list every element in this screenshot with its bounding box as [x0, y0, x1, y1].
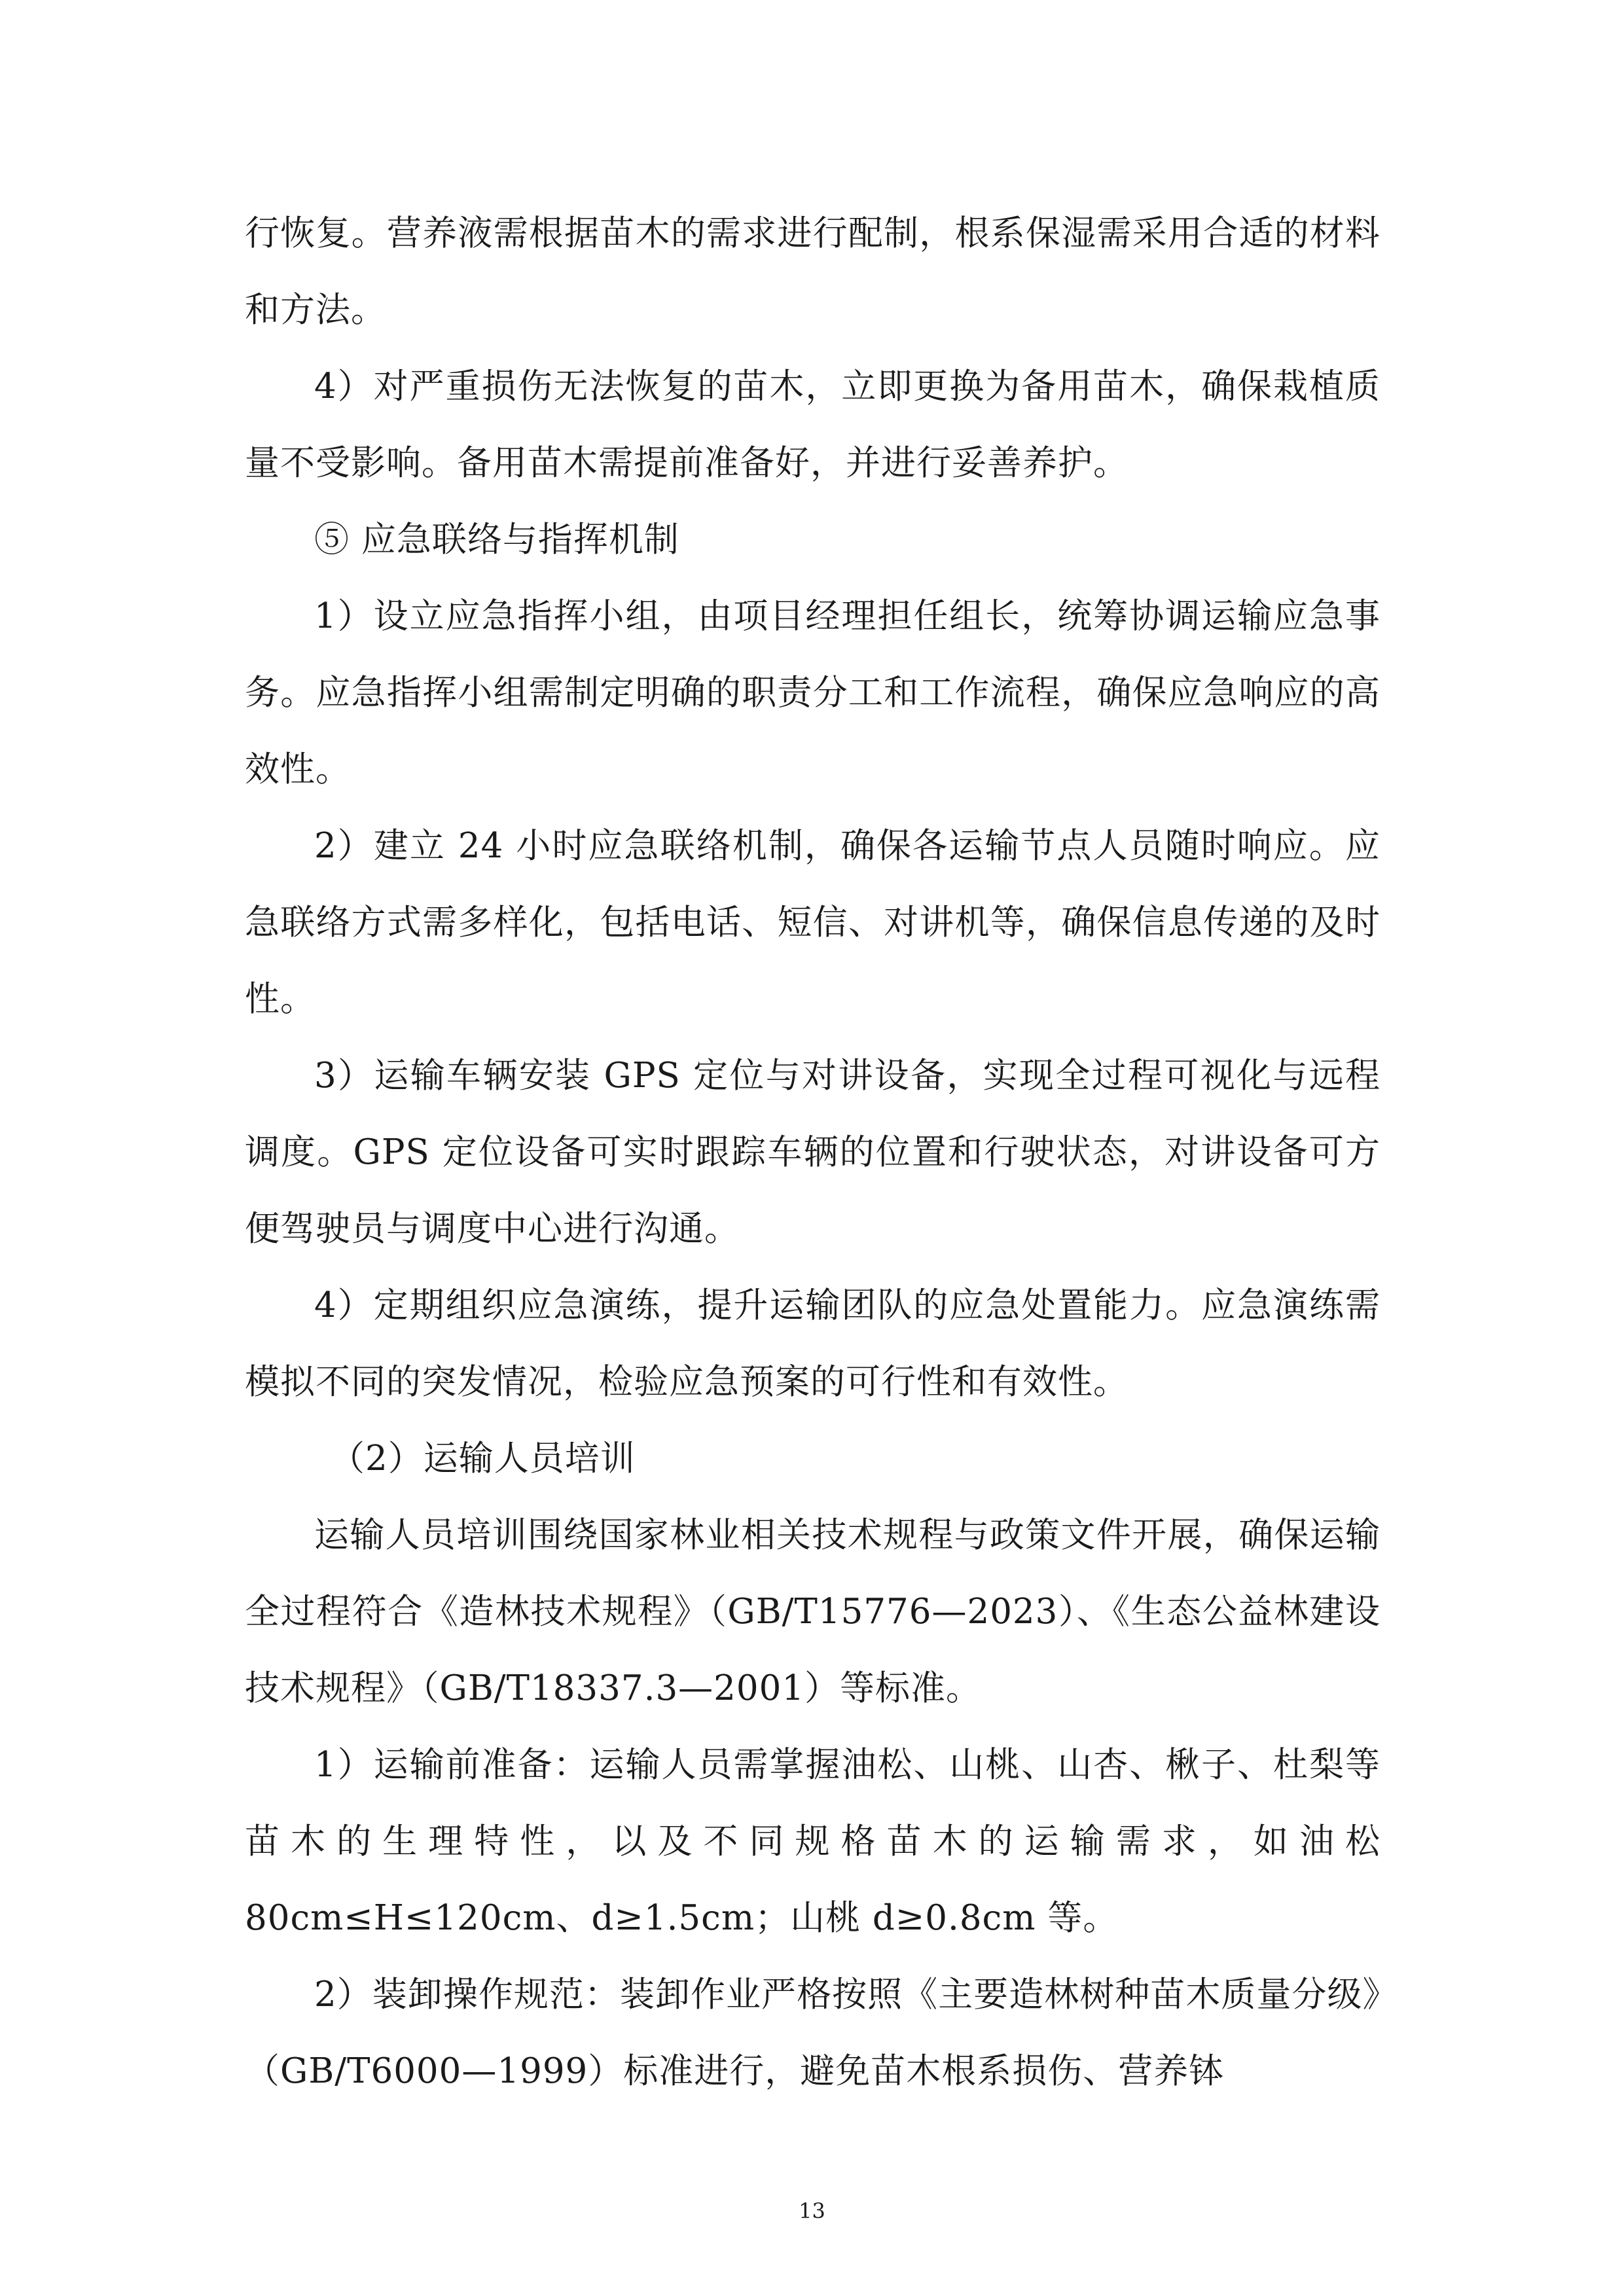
paragraph: 1）设立应急指挥小组，由项目经理担任组长，统筹协调运输应急事务。应急指挥小组需制定明确的职责分工和工作流程，确保应急响应的高效性。: [245, 596, 1380, 789]
paragraph: 运输人员培训围绕国家林业相关技术规程与政策文件开展，确保运输全过程符合《造林技术规程》（GB/T15776—2023）、《生态公益林建设技术规程》（GB/T18337.3—2001）等标准。: [245, 1515, 1380, 1708]
body-text: [245, 195, 1380, 2109]
paragraph: 4）对严重损伤无法恢复的苗木，立即更换为备用苗木，确保栽植质量不受影响。备用苗木需提前准备好，并进行妥善养护。: [245, 367, 1380, 483]
paragraph: 1）运输前准备：运输人员需掌握油松、山桃、山杏、楸子、杜梨等苗木的生理特性，以及不同规格苗木的运输需求，如油松 80cm≤H≤120cm、d≥1.5cm；山桃 d≥0.8cm 等。: [245, 1745, 1380, 1938]
paragraph: 2）装卸操作规范：装卸作业严格按照《主要造林树种苗木质量分级》（GB/T6000—1999）标准进行，避免苗木根系损伤、营养钵: [245, 1975, 1380, 2091]
paragraph: 3）运输车辆安装 GPS 定位与对讲设备，实现全过程可视化与远程调度。GPS 定位设备可实时跟踪车辆的位置和行驶状态，对讲设备可方便驾驶员与调度中心进行沟通。: [245, 1056, 1380, 1249]
page-number: 13: [799, 2198, 825, 2223]
paragraph: 4）定期组织应急演练，提升运输团队的应急处置能力。应急演练需模拟不同的突发情况，检验应急预案的可行性和有效性。: [245, 1285, 1380, 1402]
section-heading: （2）运输人员培训: [330, 1439, 636, 1479]
section-heading: ⑤ 应急联络与指挥机制: [314, 520, 679, 560]
paragraph: 行恢复。营养液需根据苗木的需求进行配制，根系保湿需采用合适的材料和方法。: [245, 213, 1380, 330]
paragraph: 2）建立 24 小时应急联络机制，确保各运输节点人员随时响应。应急联络方式需多样化，包括电话、短信、对讲机等，确保信息传递的及时性。: [245, 826, 1380, 1019]
